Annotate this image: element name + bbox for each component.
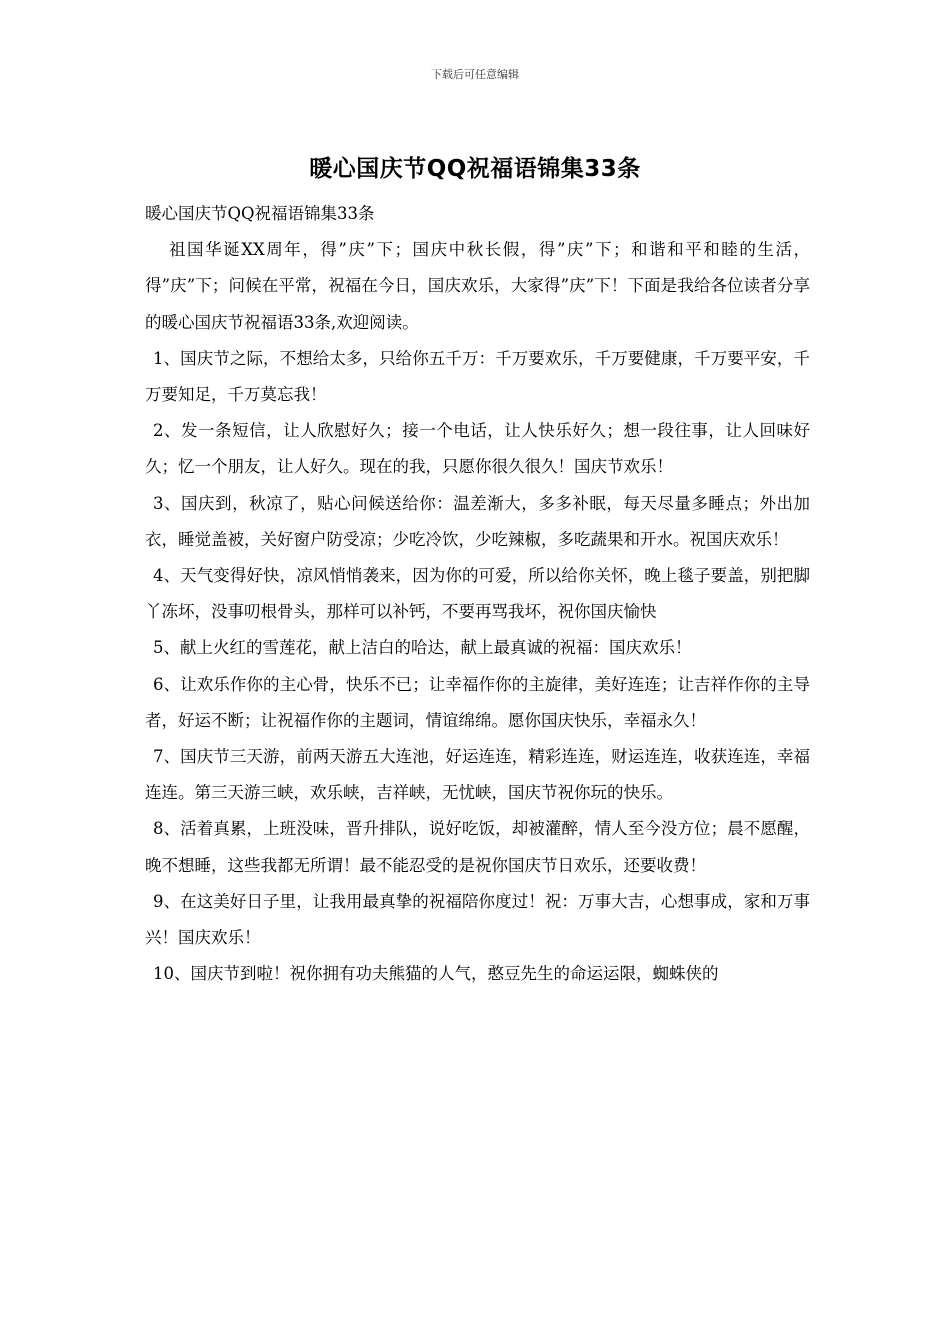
list-item: 5、献上火红的雪莲花，献上洁白的哈达，献上最真诚的祝福：国庆欢乐！	[153, 638, 692, 658]
document-title: 暖心国庆节QQ祝福语锦集33条	[309, 156, 641, 182]
list-item: 9、在这美好日子里，让我用最真挚的祝福陪你度过！祝：万事大吉，心想事成，家和万事兴！国庆欢乐！	[145, 891, 810, 948]
intro-paragraph: 祖国华诞XX周年，得”庆”下；国庆中秋长假，得”庆”下；和谐和平和睦的生活，得”庆”下；问候在平常，祝福在今日，国庆欢乐，大家得”庆”下！下面是我给各位读者分享的暖心国庆节祝福语33条,欢迎阅读。	[145, 240, 810, 332]
list-item: 7、国庆节三天游，前两天游五大连池，好运连连，精彩连连，财运连连，收获连连，幸福连连。第三天游三峡，欢乐峡，吉祥峡，无忧峡，国庆节祝你玩的快乐。	[145, 747, 810, 803]
header-note: 下载后可任意编辑	[431, 68, 519, 81]
list-item: 8、活着真累，上班没味，晋升排队，说好吃饭，却被灌醉，情人至今没方位；晨不愿醒，晚不想睡，这些我都无所谓！最不能忍受的是祝你国庆节日欢乐，还要收费！	[145, 819, 810, 875]
subtitle-line: 暖心国庆节QQ祝福语锦集33条	[145, 204, 375, 223]
list-item: 10、国庆节到啦！祝你拥有功夫熊猫的人气，憨豆先生的命运运限，蜘蛛侠的	[153, 964, 719, 984]
list-item: 2、发一条短信，让人欣慰好久；接一个电话，让人快乐好久；想一段往事，让人回味好久；忆一个朋友，让人好久。现在的我，只愿你很久很久！国庆节欢乐！	[145, 421, 810, 477]
list-item: 6、让欢乐作你的主心骨，快乐不已；让幸福作你的主旋律，美好连连；让吉祥作你的主导者，好运不断；让祝福作你的主题词，情谊绵绵。愿你国庆快乐，幸福永久！	[145, 674, 810, 730]
list-item: 1、国庆节之际，不想给太多，只给你五千万：千万要欢乐，千万要健康，千万要平安，千万要知足，千万莫忘我！	[145, 348, 810, 405]
document-body	[145, 196, 810, 992]
list-item: 3、国庆到，秋凉了，贴心问候送给你：温差渐大，多多补眠，每天尽量多睡点；外出加衣，睡觉盖被，关好窗户防受凉；少吃冷饮，少吃辣椒，多吃蔬果和开水。祝国庆欢乐！	[145, 493, 810, 549]
list-item: 4、天气变得好快，凉风悄悄袭来，因为你的可爱，所以给你关怀，晚上毯子要盖，别把脚丫冻坏，没事叨根骨头，那样可以补钙，不要再骂我坏，祝你国庆愉快	[145, 566, 810, 622]
